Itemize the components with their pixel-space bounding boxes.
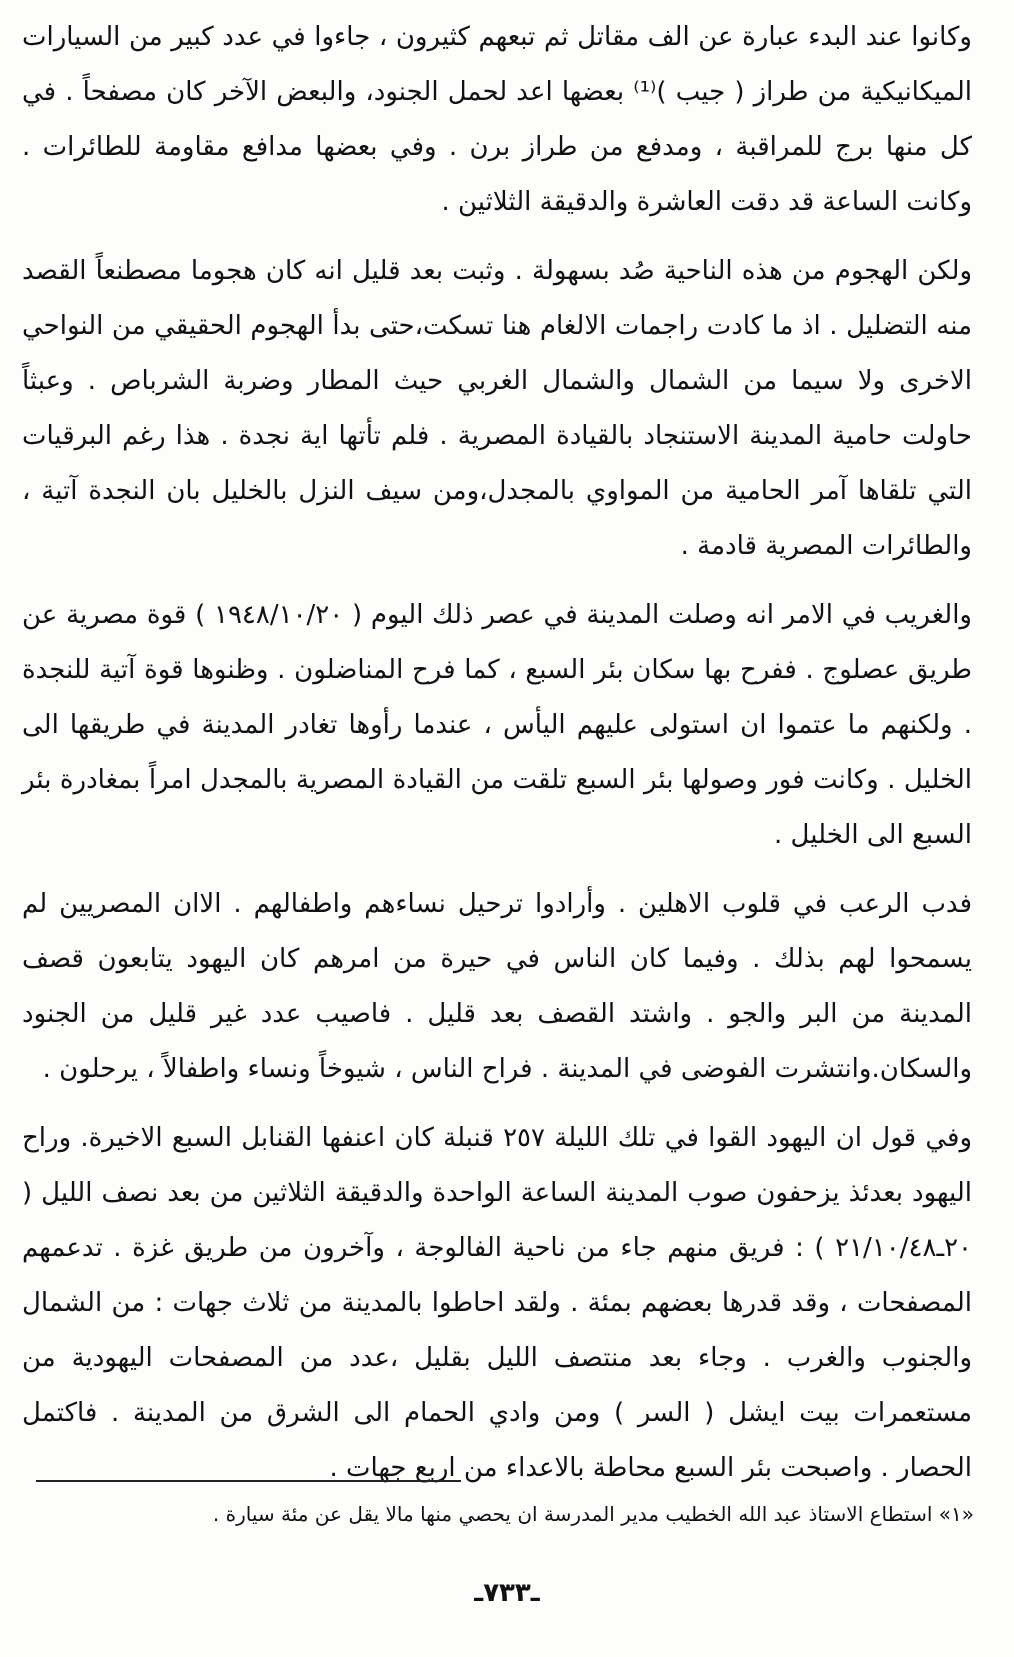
paragraph: وفي قول ان اليهود القوا في تلك الليلة ٢٥٧ قنبلة كان اعنفها القنابل السبع الاخيرة. وراح اليهود بعدئذ يزحفون صوب المدينة الساعة الواحدة والدقيقة الثلاثين من بعد نصف الليل ( ٢٠ـ٢١/١٠/٤٨ ) : فريق منهم جاء من ناحية الفالوجة ، وآخرون من طريق غزة . تدعمهم المصفحات ، وقد قدرها بعضهم بمئة . ولقد احاطوا بالمدينة من ثلاث جهات : من الشمال والجنوب والغرب . وجاء بعد منتصف الليل بقليل ،عدد من المصفحات اليهودية من مستعمرات بيت ايشل ( السر ) ومن وادي الحمام الى الشرق من المدينة . فاكتمل الحصار . واصبحت بئر السبع محاطة بالاعداء من اربع جهات . <box>22 1123 973 1483</box>
paragraph: ولكن الهجوم من هذه الناحية صُد بسهولة . وثبت بعد قليل انه كان هجوما مصطنعاً القصد منه التضليل . اذ ما كادت راجمات الالغام هنا تسكت،حتى بدأ الهجوم الحقيقي من النواحي الاخرى ولا سيما من الشمال والشمال الغربي حيث المطار وضربة الشرباص . وعبثاً حاولت حامية المدينة الاستنجاد بالقيادة المصرية . فلم تأتها اية نجدة . هذا رغم البرقيات التي تلقاها آمر الحامية من المواوي بالمجدل،ومن سيف النزل بالخليل بان النجدة آتية ، والطائرات المصرية قادمة . <box>22 256 972 561</box>
paragraph: فدب الرعب في قلوب الاهلين . وأرادوا ترحيل نساءهم واطفالهم . الاان المصريين لم يسمحوا لهم بذلك . وفيما كان الناس في حيرة من امرهم كان اليهود يتابعون قصف المدينة من البر والجو . واشتد القصف بعد قليل . فاصيب عدد غير قليل من الجنود والسكان.وانتشرت الفوضى في المدينة . فراح الناس ، شيوخاً ونساء واطفالاً ، يرحلون . <box>22 889 972 1084</box>
main-text <box>22 10 972 1510</box>
paragraph: وكانوا عند البدء عبارة عن الف مقاتل ثم تبعهم كثيرون ، جاءوا في عدد كبير من السيارات الميكانيكية من طراز ( جيب )⁽¹⁾ بعضها اعد لحمل الجنود، والبعض الآخر كان مصفحاً . في كل منها برج للمراقبة ، ومدفع من طراز برن . وفي بعضها مدافع مقاومة للطائرات . وكانت الساعة قد دقت العاشرة والدقيقة الثلاثين . <box>22 22 972 217</box>
footnote: «١» استطاع الاستاذ عبد الله الخطيب مدير المدرسة ان يحصي منها مالا يقل عن مئة سيارة . <box>212 1502 974 1526</box>
page-number: ـ٧٣٣ـ <box>474 1578 540 1608</box>
footnote-divider <box>36 1480 461 1482</box>
paragraph: والغريب في الامر انه وصلت المدينة في عصر ذلك اليوم ( ١٩٤٨/١٠/٢٠ ) قوة مصرية عن طريق عصلوج . ففرح بها سكان بئر السبع ، كما فرح المناضلون . وظنوها قوة آتية للنجدة . ولكنهم ما عتموا ان استولى عليهم اليأس ، عندما رأوها تغادر المدينة في طريقها الى الخليل . وكانت فور وصولها بئر السبع تلقت من القيادة المصرية بالمجدل امراً بمغادرة بئر السبع الى الخليل . <box>22 600 972 850</box>
